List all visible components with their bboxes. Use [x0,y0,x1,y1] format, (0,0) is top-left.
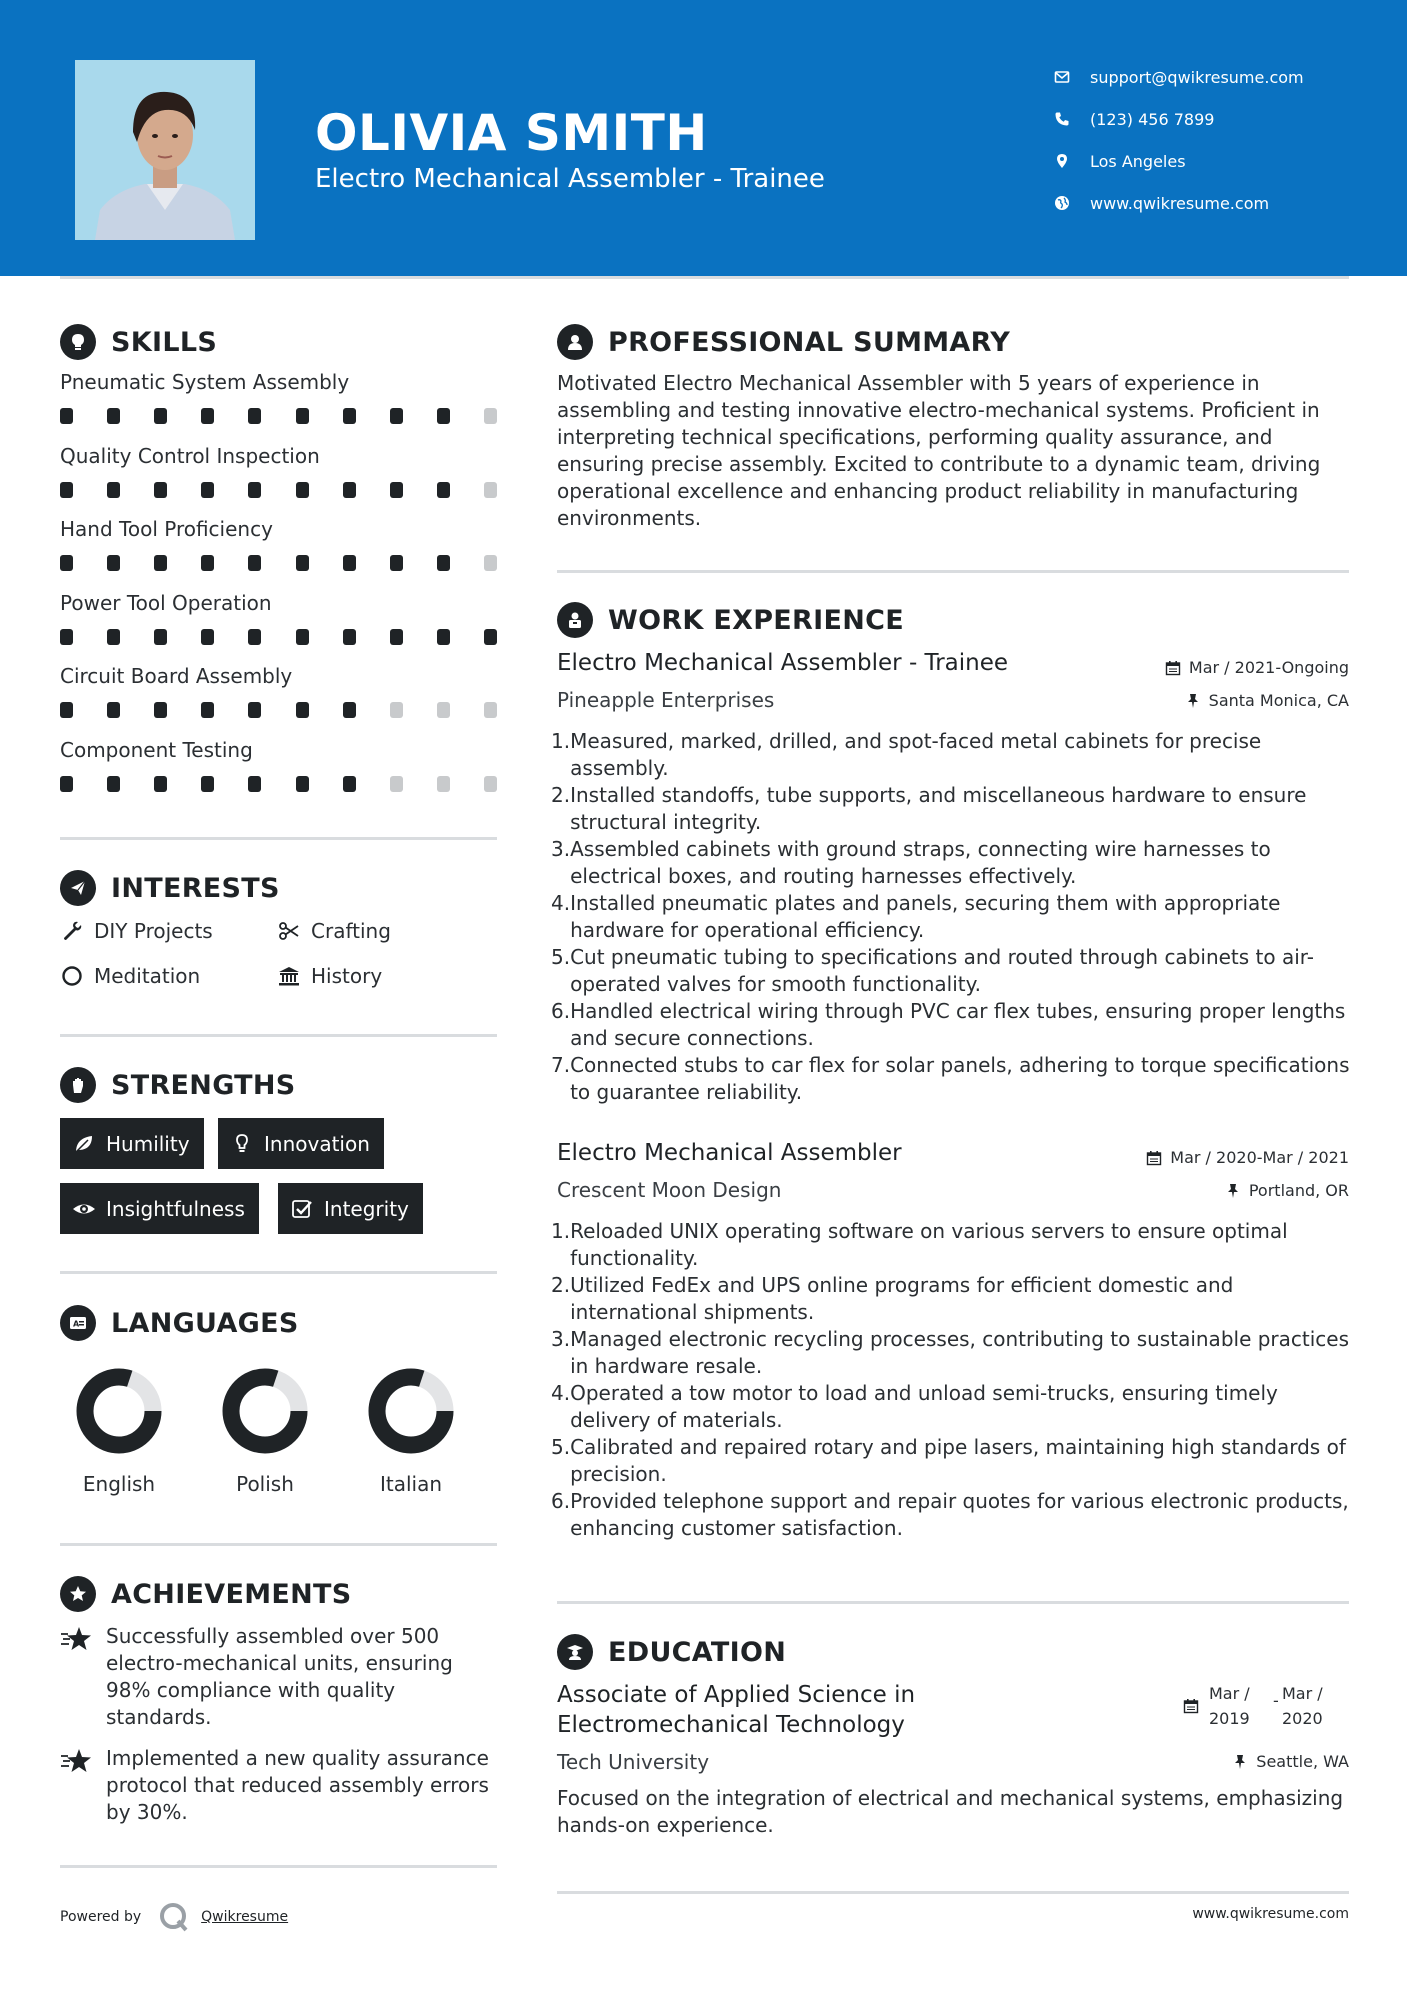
school-name: Tech University [557,1750,710,1774]
education-location [1232,1752,1349,1771]
section-divider [557,570,1349,573]
rating-dot-filled [248,776,261,792]
interest-history [277,964,382,988]
language-name: Italian [379,1472,443,1496]
section-divider [60,1865,497,1868]
strength-tag-innovation [218,1118,384,1169]
language-item-italian [336,1366,486,1496]
interest-label: History [311,964,383,988]
skill-item [60,444,500,518]
profile-photo [75,60,255,240]
skill-rating [60,702,497,718]
language-item-polish [190,1366,340,1496]
achievement-item [60,1623,500,1731]
skill-item [60,517,500,591]
rating-dot-filled [390,629,403,645]
lightbulb-icon [230,1132,254,1156]
strengths-title: STRENGTHS [111,1069,296,1101]
rating-dot-filled [296,482,309,498]
strength-label: Innovation [264,1131,370,1156]
powered-by-label: Powered by [60,1909,142,1925]
hand-icon [60,1067,96,1103]
skills-title: SKILLS [111,326,218,358]
rating-dot-filled [107,555,120,571]
rating-dot-filled [60,629,73,645]
rating-dot-filled [154,408,167,424]
education-heading [557,1634,786,1670]
circle-icon [60,964,84,988]
contact-phone[interactable] [1054,98,1304,140]
list-item: 6. Handled electrical wiring through PVC car flex tubes, ensuring proper lengths and secure connections. [551,999,1346,1050]
interest-diy-projects [60,919,213,943]
experience-title: WORK EXPERIENCE [608,604,904,636]
rating-dot-filled [107,482,120,498]
footer-website-link[interactable]: www.qwikresume.com [1192,1906,1349,1922]
skill-name: Power Tool Operation [60,590,272,615]
candidate-title: Electro Mechanical Assembler - Trainee [315,164,825,194]
skill-name: Circuit Board Assembly [60,664,293,688]
envelope-icon [1054,69,1090,85]
contact-website[interactable] [1054,182,1304,224]
rating-dot-filled [248,408,261,424]
achievements-title: ACHIEVEMENTS [111,1578,352,1610]
contact-location [1054,140,1304,182]
star-icon [60,1625,92,1655]
skill-name: Quality Control Inspection [60,443,320,468]
list-item: 6. Provided telephone support and repair quotes for various electronic products, enhancing customer satisfaction. [551,1489,1349,1540]
language-name: English [82,1472,156,1496]
rating-dot-empty [437,776,450,792]
education-date-icon-wrap [1183,1696,1199,1721]
skills-heading [60,324,217,360]
rating-dot-filled [343,702,356,718]
rating-dot-filled [437,482,450,498]
eye-icon [72,1197,96,1221]
interests-title: INTERESTS [111,872,280,904]
rating-dot-filled [60,408,73,424]
candidate-name: OLIVIA SMITH [315,104,708,162]
rating-dot-filled [154,776,167,792]
language-item-english [44,1366,194,1496]
skill-name: Hand Tool Proficiency [60,517,273,541]
section-divider [60,1034,497,1037]
rating-dot-empty [484,482,497,498]
list-item: 7. Connected stubs to car flex for solar panels, adhering to torque specifications to guarantee reliability. [551,1053,1350,1104]
map-marker-icon [1054,153,1090,169]
phone-icon [1054,111,1090,127]
header-divider [60,276,1349,279]
lightbulb-icon [60,324,96,360]
skill-rating [60,776,497,792]
rating-dot-empty [484,408,497,424]
education-start-month: Mar / [1209,1684,1250,1703]
achievement-text: Implemented a new quality assurance protocol that reduced assembly errors by 30%. [106,1746,489,1824]
interest-label: Meditation [94,964,201,988]
globe-icon [1054,195,1090,211]
contact-website-text: www.qwikresume.com [1090,193,1270,213]
language-donut [366,1366,456,1456]
rating-dot-filled [343,776,356,792]
strength-tag-humility [60,1118,204,1169]
skills-list [60,370,500,811]
experience-heading [557,602,904,638]
skill-item [60,738,500,812]
pin-icon [1225,1183,1241,1199]
pin-icon [1232,1754,1248,1770]
summary-title: PROFESSIONAL SUMMARY [608,326,1011,358]
section-divider [557,1601,1349,1604]
rating-dot-filled [437,555,450,571]
skill-rating [60,408,497,424]
rating-dot-filled [437,408,450,424]
rating-dot-filled [60,482,73,498]
skill-item [60,664,500,738]
education-description: Focused on the integration of electrical and mechanical systems, emphasizing hands-on experience. [557,1786,1344,1837]
summary-heading [557,324,1010,360]
rating-dot-filled [437,629,450,645]
scissors-icon [277,919,301,943]
rating-dot-filled [248,482,261,498]
job-company: Pineapple Enterprises [557,688,775,712]
skill-item [60,591,500,665]
rating-dot-empty [437,702,450,718]
strength-tag-insightfulness [60,1183,259,1234]
list-item: 3. Assembled cabinets with ground straps, connecting wire harnesses to electrical boxes, and routing harnesses effectively. [551,837,1271,888]
interest-crafting [277,919,391,943]
list-item: 4. Operated a tow motor to load and unload semi-trucks, ensuring timely delivery of materials. [551,1381,1278,1432]
calendar-icon [1146,1150,1162,1166]
list-item: 2. Utilized FedEx and UPS online programs for efficient domestic and international shipments. [551,1273,1234,1324]
language-icon [60,1305,96,1341]
wrench-icon [60,919,84,943]
rating-dot-empty [484,555,497,571]
list-item: 4. Installed pneumatic plates and panels, securing them with appropriate hardware for operational efficiency. [551,891,1281,942]
rating-dot-filled [390,408,403,424]
languages-title: LANGUAGES [111,1307,299,1339]
rating-dot-filled [107,408,120,424]
education-start-year: 2019 [1209,1709,1250,1728]
strengths-heading [60,1067,296,1103]
education-end-year: 2020 [1282,1709,1323,1728]
list-item: 5. Calibrated and repaired rotary and pipe lasers, maintaining high standards of precision. [551,1435,1346,1486]
skill-rating [60,482,497,498]
rating-dot-filled [296,776,309,792]
list-item: 3. Managed electronic recycling processes, contributing to sustainable practices in hardware resale. [551,1327,1350,1378]
language-donut [220,1366,310,1456]
rating-dot-filled [343,629,356,645]
job-date-text: Mar / 2021-Ongoing [1188,658,1349,677]
rating-dot-filled [296,702,309,718]
job-title: Electro Mechanical Assembler [557,1140,902,1166]
rating-dot-filled [390,555,403,571]
rating-dot-filled [201,702,214,718]
job-location-text: Santa Monica, CA [1208,691,1349,710]
rating-dot-filled [60,776,73,792]
degree-title: Associate of Applied Science in Electromechanical Technology [557,1682,916,1738]
profile-photo-image [75,60,255,240]
rating-dot-filled [107,702,120,718]
achievement-text: Successfully assembled over 500 electro-mechanical units, ensuring 98% compliance with quality standards. [106,1624,453,1729]
calendar-icon [1183,1698,1199,1714]
rating-dot-filled [60,555,73,571]
section-divider [60,1543,497,1546]
section-divider [557,1891,1349,1894]
pin-icon [1185,693,1201,709]
powered-by [60,1900,288,1934]
rating-dot-filled [201,408,214,424]
graduate-icon [557,1634,593,1670]
job-location [1225,1181,1349,1200]
interest-meditation [60,964,200,988]
rating-dot-filled [248,629,261,645]
list-item: 2. Installed standoffs, tube supports, and miscellaneous hardware to ensure structural integrity. [551,783,1307,834]
job-date [1146,1148,1349,1167]
rating-dot-filled [248,702,261,718]
skill-rating [60,555,497,571]
rating-dot-filled [296,555,309,571]
briefcase-user-icon [557,602,593,638]
education-start-date [1209,1681,1250,1731]
rating-dot-filled [390,482,403,498]
language-name: Polish [236,1472,294,1496]
strength-tag-integrity [278,1183,423,1234]
list-item: 1. Measured, marked, drilled, and spot-faced metal cabinets for precise assembly. [551,729,1262,780]
rating-dot-filled [107,776,120,792]
skill-name: Pneumatic System Assembly [60,370,350,394]
strength-label: Integrity [324,1196,409,1221]
paper-plane-icon [60,870,96,906]
star-icon [60,1747,92,1777]
rating-dot-filled [201,482,214,498]
education-title: EDUCATION [608,1636,787,1668]
rating-dot-filled [343,408,356,424]
section-divider [60,837,497,840]
svg-text:A: A [73,1319,80,1329]
contact-email[interactable] [1054,56,1304,98]
rating-dot-empty [484,702,497,718]
check-square-icon [290,1197,314,1221]
rating-dot-filled [484,629,497,645]
resume-header [0,0,1407,276]
achievement-item [60,1745,500,1826]
list-item: 1. Reloaded UNIX operating software on various servers to ensure optimal functionality. [551,1219,1288,1270]
job-date [1165,658,1349,677]
rating-dot-filled [154,629,167,645]
rating-dot-filled [343,555,356,571]
calendar-icon [1165,660,1181,676]
job-date-text: Mar / 2020-Mar / 2021 [1170,1148,1349,1167]
rating-dot-filled [154,482,167,498]
powered-by-brand-link[interactable]: Qwikresume [201,1909,289,1925]
education-date-dash: - [1273,1691,1279,1710]
job-bullets [551,1218,1351,1542]
rating-dot-filled [154,702,167,718]
strength-label: Insightfulness [106,1196,245,1221]
rating-dot-empty [390,776,403,792]
contact-list [1054,56,1304,224]
rating-dot-empty [390,702,403,718]
list-item: 5. Cut pneumatic tubing to specifications and routed through cabinets to air-operated valves for smooth functionality. [551,945,1314,996]
rating-dot-filled [248,555,261,571]
skill-name: Component Testing [60,737,253,762]
qwikresume-logo-icon [157,1900,191,1934]
rating-dot-filled [201,776,214,792]
user-icon [557,324,593,360]
interest-label: Crafting [311,919,391,943]
job-company: Crescent Moon Design [557,1178,782,1202]
rating-dot-filled [296,629,309,645]
rating-dot-filled [201,629,214,645]
job-location-text: Portland, OR [1248,1181,1349,1200]
education-end-date [1282,1681,1323,1731]
job-title: Electro Mechanical Assembler - Trainee [557,650,1009,676]
job-location [1185,691,1349,710]
rating-dot-filled [107,629,120,645]
education-location-text: Seattle, WA [1256,1752,1349,1771]
contact-email-text: support@qwikresume.com [1090,67,1304,87]
summary-text: Motivated Electro Mechanical Assembler with 5 years of experience in assembling and testing innovative electro-mechanical systems. Proficient in interpreting technical specifications, performing quality assurance, and ensuring precise assembly. Excited to contribute to a dynamic team, driving operational excellence and enhancing product reliability in manufacturing environments. [557,371,1321,530]
contact-location-text: Los Angeles [1090,151,1186,171]
strength-label: Humility [106,1131,190,1156]
skill-rating [60,629,497,645]
education-end-month: Mar / [1282,1684,1323,1703]
languages-heading [60,1305,299,1341]
contact-phone-text: (123) 456 7899 [1090,109,1215,129]
rating-dot-filled [154,555,167,571]
leaf-icon [72,1132,96,1156]
job-bullets [551,728,1351,1106]
section-divider [60,1271,497,1274]
interests-heading [60,870,280,906]
skill-item [60,370,500,444]
achievements-heading [60,1576,352,1612]
rating-dot-empty [484,776,497,792]
rating-dot-filled [343,482,356,498]
language-donut [74,1366,164,1456]
rating-dot-filled [296,408,309,424]
rating-dot-filled [60,702,73,718]
rating-dot-filled [201,555,214,571]
star-badge-icon [60,1576,96,1612]
institution-icon [277,964,301,988]
interest-label: DIY Projects [94,919,213,943]
